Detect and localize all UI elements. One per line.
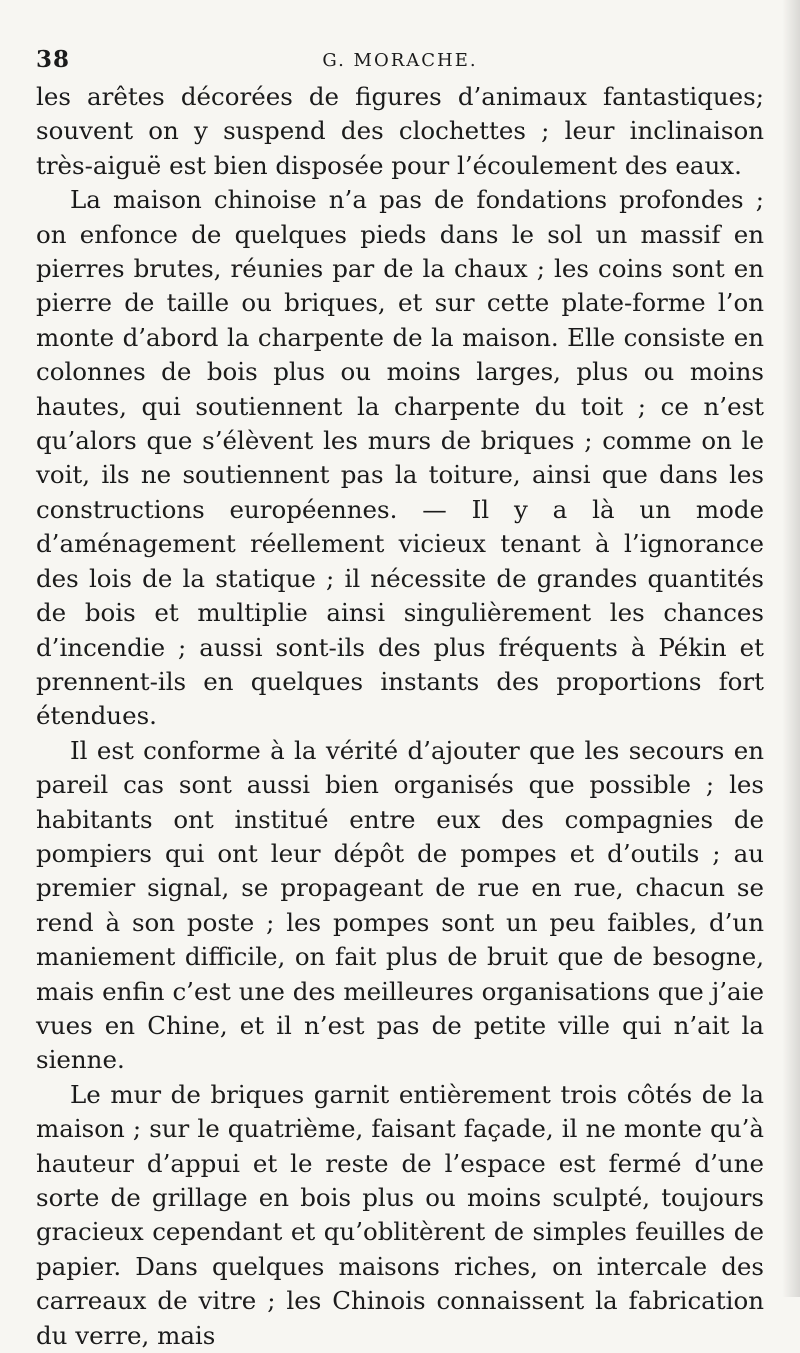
page-header bbox=[36, 40, 764, 80]
paragraph-chinese-house-foundations: La maison chinoise n’a pas de fondations profondes ; on enfonce de quelques pieds dans le sol un massif en pierres brutes, réunies par de la chaux ; les coins sont en pierre de taille ou briques, et sur cette plate-forme l’on monte d’abord la charpente de la maison. Elle consiste en colonnes de bois plus ou moins larges, plus ou moins hautes, qui soutiennent la charpente du toit ; ce n’est qu’alors que s’élèvent les murs de briques ; comme on le voit, ils ne soutiennent pas la toiture, ainsi que dans les constructions européennes. — Il y a là un mode d’aménagement réellement vicieux tenant à l’ignorance des lois de la statique ; il nécessite de grandes quantités de bois et multiplie ainsi singulièrement les chances d’incendie ; aussi sont-ils des plus fréquents à Pékin et prennent-ils en quelques instants des proportions fort étendues. bbox=[36, 185, 764, 731]
running-head: G. MORACHE. bbox=[322, 50, 478, 71]
page-number: 38 bbox=[36, 46, 71, 73]
body-text bbox=[36, 80, 764, 1353]
paragraph-brick-wall: Le mur de briques garnit entièrement trois côtés de la maison ; sur le quatrième, faisant façade, il ne monte qu’à hauteur d’appui et le reste de l’espace est fermé d’une sorte de grillage en bois plus ou moins sculpté, toujours gracieux cependant et qu’oblitèrent de simples feuilles de papier. Dans quelques maisons riches, on intercale des carreaux de vitre ; les Chinois connaissent la fabrication du verre, mais bbox=[36, 1079, 764, 1350]
paragraph-continuation: les arêtes décorées de figures d’animaux fantastiques; souvent on y suspend des clochettes ; leur inclinaison très-aiguë est bien disposée pour l’écoulement des eaux. bbox=[36, 82, 764, 180]
paragraph-firefighters: Il est conforme à la vérité d’ajouter que les secours en pareil cas sont aussi bien organisés que possible ; les habitants ont institué entre eux des compagnies de pompiers qui ont leur dépôt de pompes et d’outils ; au premier signal, se propageant de rue en rue, chacun se rend à son poste ; les pompes sont un peu faibles, d’un maniement difficile, on fait plus de bruit que de besogne, mais enfin c’est une des meilleures organisations que j’aie vues en Chine, et il n’est pas de petite ville qui n’ait la sienne. bbox=[36, 735, 764, 1075]
